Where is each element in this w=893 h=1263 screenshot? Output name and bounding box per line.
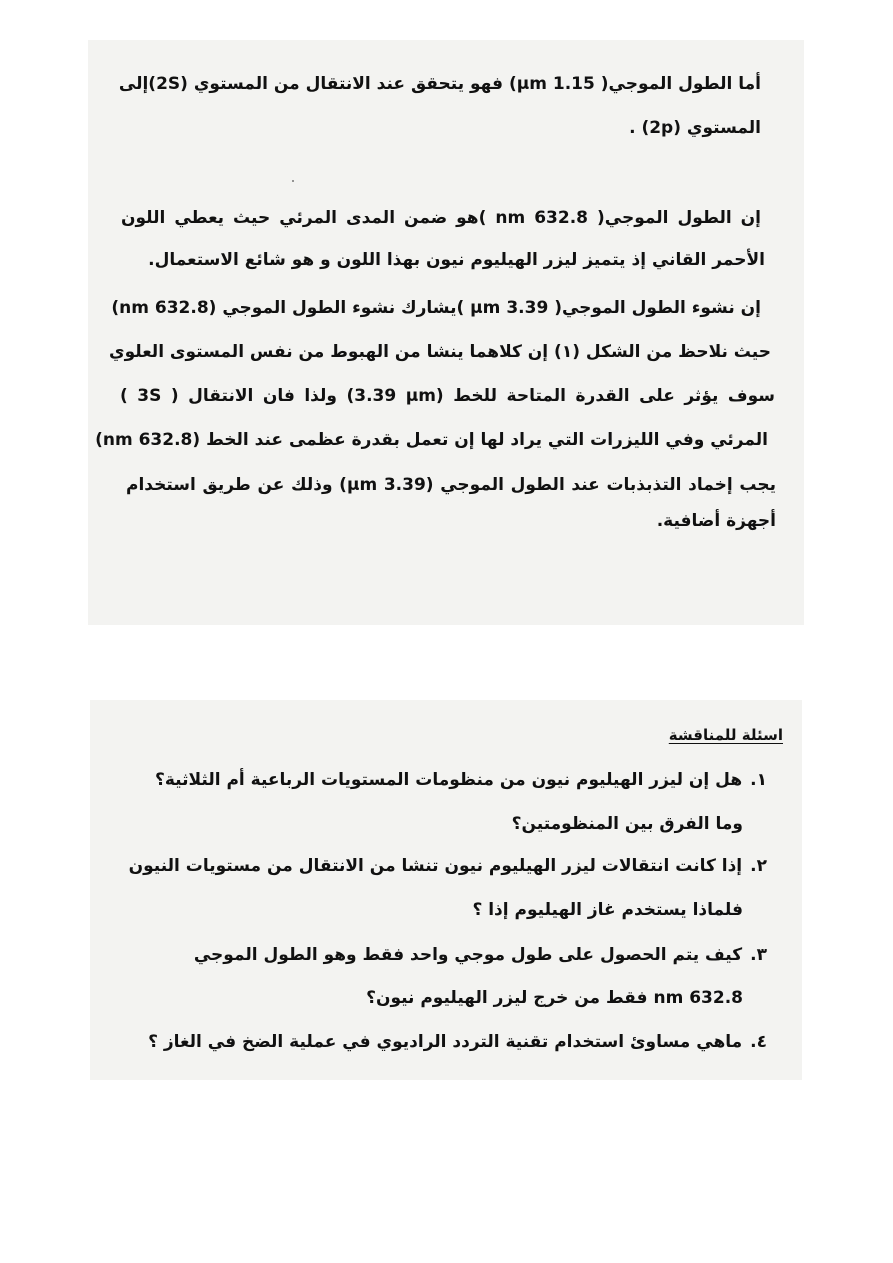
question-3 [194,943,767,967]
question-number: ٢. [750,856,767,876]
question-3-continuation: 632.8 nm فقط من خرج ليزر الهيليوم نيون؟ [366,988,743,1008]
question-1-continuation: وما الفرق بين المنظومتين؟ [511,814,743,834]
scan-speck [292,180,294,182]
paragraph-2-line-7: يجب إخماد التذبذبات عند الطول الموجي (3.39 µm) وذلك عن طريق استخدام [126,475,776,495]
question-text: هل إن ليزر الهيليوم نيون من منظومات المستويات الرباعية أم الثلاثية؟ [155,770,743,790]
scan-region-bottom [90,700,802,1080]
paragraph-2-line-5: ( 3S ) ولذا فان الانتقال (3.39 µm) سوف يؤثر على القدرة المتاحة للخط [120,386,775,406]
question-2 [129,854,767,878]
paragraph-2-line-8: أجهزة أضافية. [656,511,776,531]
question-4 [148,1030,767,1054]
question-text: إذا كانت انتقالات ليزر الهيليوم نيون تنشا من الانتقال من مستويات النيون [128,856,743,876]
question-2-continuation: فلماذا يستخدم غاز الهيليوم إذا ؟ [472,900,743,920]
paragraph-2-line-1: إن الطول الموجي( 632.8 nm )هو ضمن المدى المرئي حيث يعطي اللون [121,208,762,228]
paragraph-1-line-2: المستوي (2p) . [629,118,761,138]
question-number: ١. [750,770,767,790]
paragraph-2-line-4: حيث نلاحظ من الشكل (١) إن كلاهما ينشا من الهبوط من نفس المستوى العلوي [109,342,771,362]
paragraph-2-line-3: إن نشوء الطول الموجي( 3.39 µm )يشارك نشوء الطول الموجي (632.8 nm) [111,298,761,318]
question-number: ٣. [750,945,767,965]
paragraph-2-line-2: الأحمر القاني إذ يتميز ليزر الهيليوم نيون بهذا اللون و هو شائع الاستعمال. [148,250,765,270]
question-1 [155,768,767,792]
question-number: ٤. [750,1032,767,1052]
paragraph-2-line-6: المرئي وفي الليزرات التي يراد لها إن تعمل بقدرة عظمى عند الخط (632.8 nm) [95,430,768,450]
question-text: كيف يتم الحصول على طول موجي واحد فقط وهو الطول الموجي [193,945,743,965]
paragraph-1-line-1: أما الطول الموجي( 1.15 µm) فهو يتحقق عند الانتقال من المستوي (2S)إلى [118,74,761,94]
question-text: ماهي مساوئ استخدام تقنية التردد الراديوي في عملية الضخ في الغاز ؟ [148,1032,743,1052]
discussion-heading: اسئلة للمناقشة [668,726,783,744]
